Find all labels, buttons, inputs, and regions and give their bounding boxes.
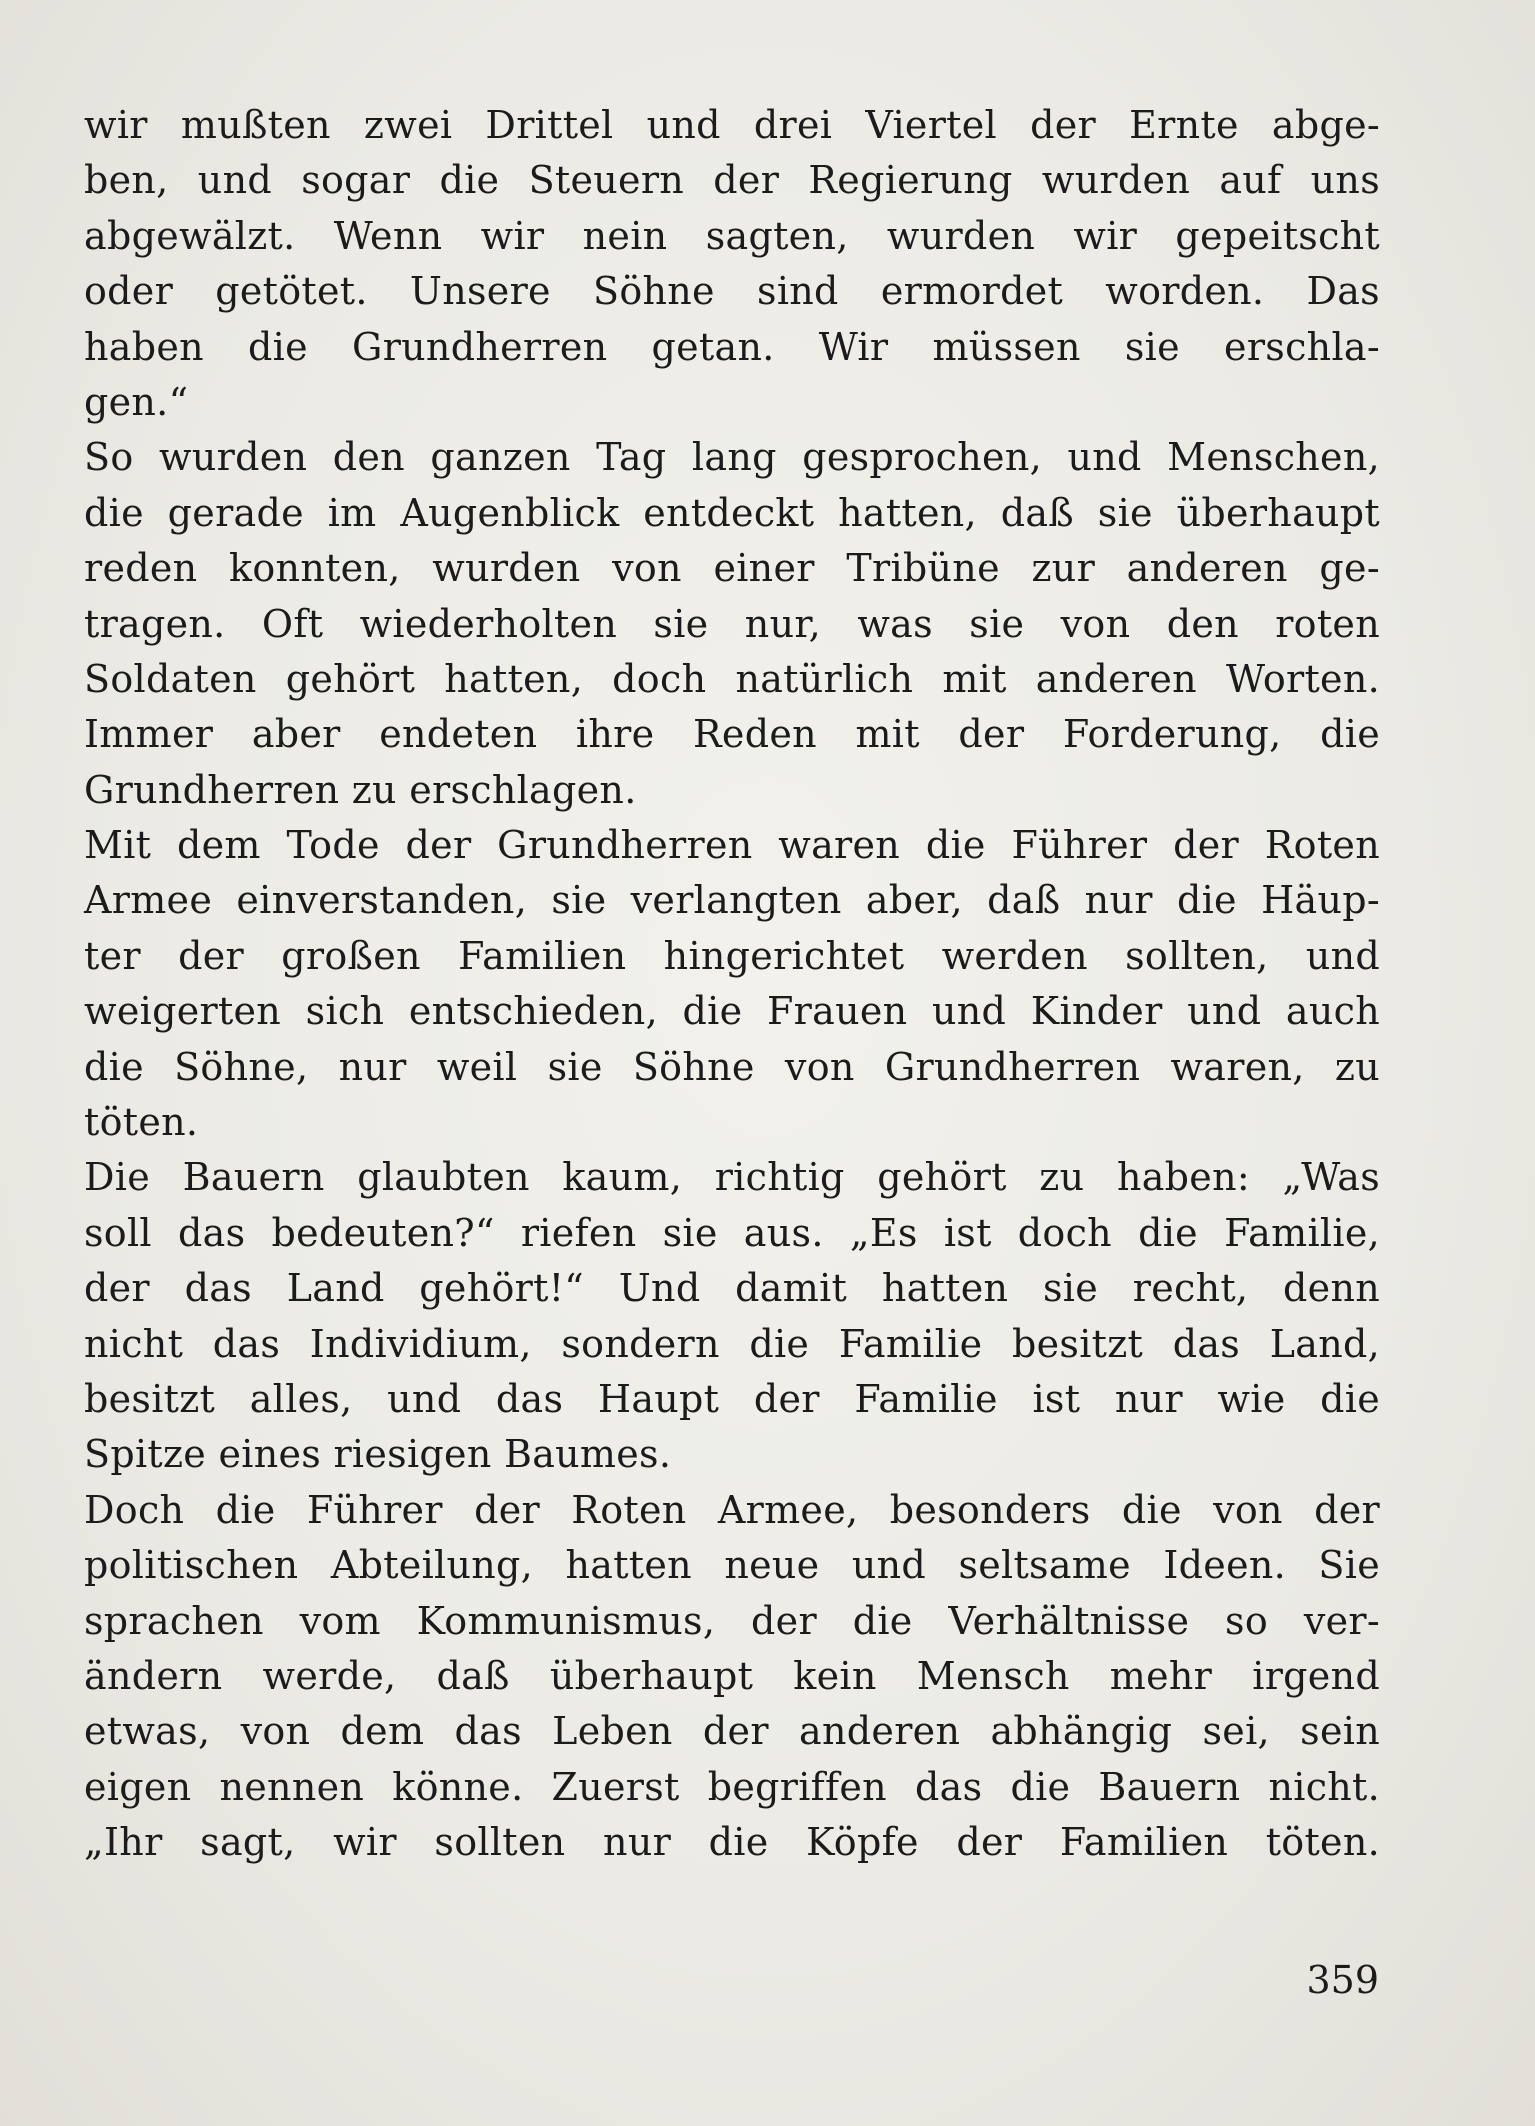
text-line: Spitze eines riesigen Baumes.	[84, 1432, 672, 1477]
text-line: ter der großen Familien hingerichtet werden sollten, und	[84, 933, 1380, 978]
text-line: Soldaten gehört hatten, doch natürlich mit anderen Worten.	[84, 656, 1380, 701]
text-line: reden konnten, wurden von einer Tribüne zur anderen ge-	[84, 546, 1380, 591]
text-line: Grundherren zu erschlagen.	[84, 767, 637, 812]
body-text	[84, 98, 1380, 1871]
text-line: Immer aber endeten ihre Reden mit der Forderung, die	[84, 712, 1380, 757]
text-line: sprachen vom Kommunismus, der die Verhältnisse so ver-	[84, 1598, 1380, 1643]
text-line: töten.	[84, 1100, 199, 1145]
text-line: eigen nennen könne. Zuerst begriffen das die Bauern nicht.	[84, 1764, 1380, 1809]
text-line: „Ihr sagt, wir sollten nur die Köpfe der Familien töten.	[84, 1820, 1380, 1865]
page-number: 359	[1306, 1958, 1379, 2002]
text-line: Doch die Führer der Roten Armee, besonders die von der	[84, 1487, 1380, 1532]
text-line: etwas, von dem das Leben der anderen abhängig sei, sein	[84, 1709, 1380, 1754]
text-line: tragen. Oft wiederholten sie nur, was sie von den roten	[84, 601, 1380, 646]
text-line: besitzt alles, und das Haupt der Familie ist nur wie die	[84, 1376, 1380, 1421]
text-line: die Söhne, nur weil sie Söhne von Grundherren waren, zu	[84, 1044, 1380, 1089]
text-line: abgewälzt. Wenn wir nein sagten, wurden wir gepeitscht	[84, 213, 1380, 258]
text-line: Die Bauern glaubten kaum, richtig gehört zu haben: „Was	[84, 1155, 1380, 1200]
text-line: oder getötet. Unsere Söhne sind ermordet worden. Das	[84, 269, 1380, 314]
text-line: weigerten sich entschieden, die Frauen und Kinder und auch	[84, 989, 1380, 1034]
text-line: politischen Abteilung, hatten neue und seltsame Ideen. Sie	[84, 1543, 1380, 1588]
text-line: nicht das Individium, sondern die Familie besitzt das Land,	[84, 1321, 1380, 1366]
text-line: gen.“	[84, 379, 189, 424]
text-line: So wurden den ganzen Tag lang gesprochen, und Menschen,	[84, 435, 1380, 480]
text-line: die gerade im Augenblick entdeckt hatten, daß sie überhaupt	[84, 490, 1380, 535]
text-line: Mit dem Tode der Grundherren waren die Führer der Roten	[84, 823, 1380, 868]
text-line: Armee einverstanden, sie verlangten aber, daß nur die Häup-	[84, 878, 1380, 923]
text-line: ben, und sogar die Steuern der Regierung wurden auf uns	[84, 158, 1380, 203]
text-line: soll das bedeuten?“ riefen sie aus. „Es ist doch die Familie,	[84, 1210, 1380, 1255]
text-line: haben die Grundherren getan. Wir müssen sie erschla-	[84, 324, 1380, 369]
text-line: der das Land gehört!“ Und damit hatten sie recht, denn	[84, 1266, 1380, 1311]
text-line: wir mußten zwei Drittel und drei Viertel der Ernte abge-	[84, 103, 1380, 147]
text-line: ändern werde, daß überhaupt kein Mensch mehr irgend	[84, 1653, 1380, 1698]
